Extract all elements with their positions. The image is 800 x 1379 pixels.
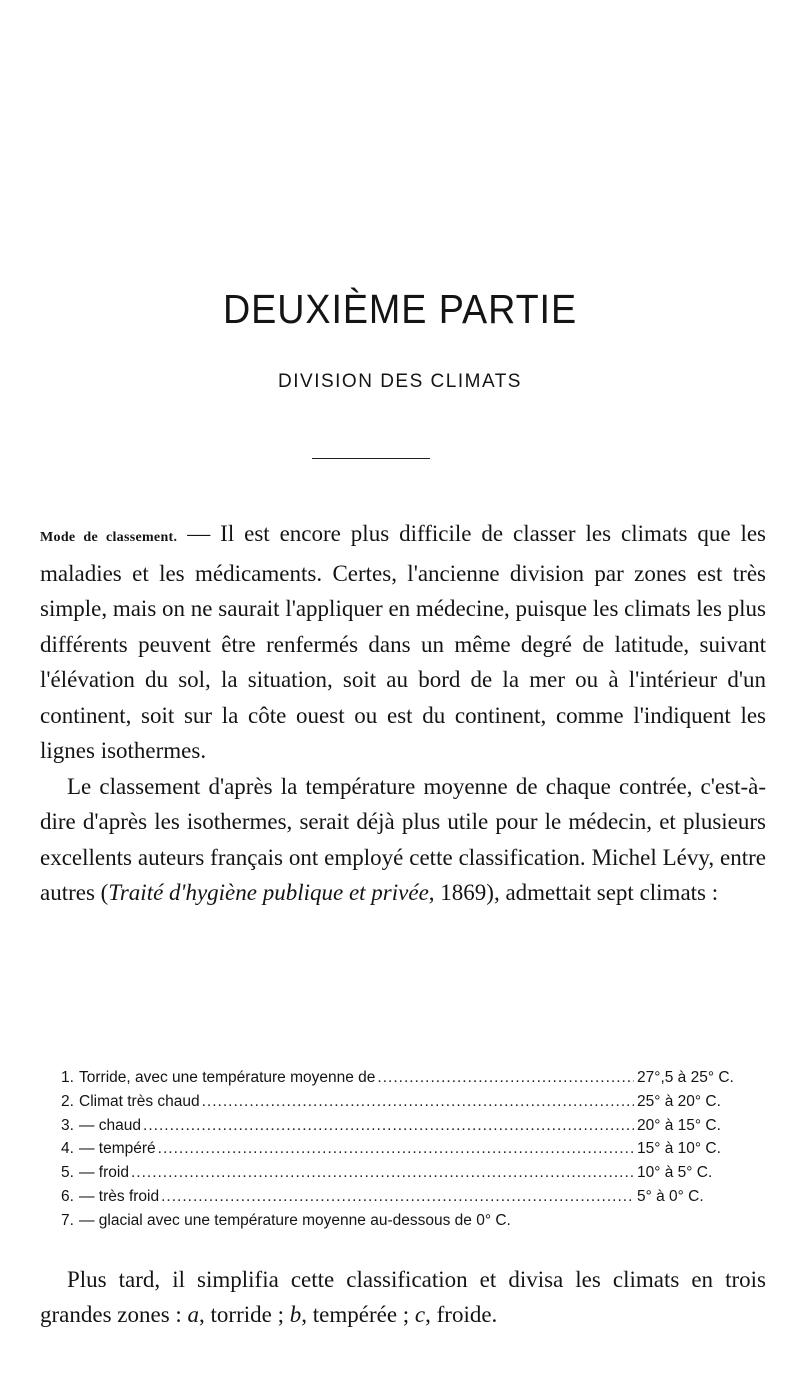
climate-label: — chaud — [79, 1116, 142, 1134]
leader-dots — [158, 1137, 634, 1161]
climate-range: 27°,5 à 25° C. — [637, 1069, 734, 1086]
paragraph-3-text-3: , tempérée ; — [301, 1302, 415, 1327]
climate-label: — tempéré — [79, 1140, 156, 1158]
closing-text — [40, 1262, 766, 1332]
paragraph-3-text-1: Plus tard, il simplifia cette classification et divisa les climats en trois grandes zones : — [40, 1267, 766, 1327]
leader-dots — [377, 1066, 634, 1090]
climate-row — [61, 1066, 761, 1090]
climate-row — [61, 1090, 761, 1114]
leader-dots — [143, 1114, 634, 1138]
climate-number: 6. — [61, 1187, 74, 1205]
paragraph-three-zones — [40, 1262, 766, 1332]
climate-row — [61, 1161, 761, 1185]
paragraph-3-text-2: , torride ; — [199, 1302, 290, 1327]
zone-letter-a: a — [187, 1302, 200, 1327]
leader-dots — [161, 1185, 634, 1209]
climate-number: 2. — [61, 1092, 74, 1110]
climate-number: 3. — [61, 1116, 74, 1134]
climate-number: 5. — [61, 1164, 74, 1182]
climate-label: Torride, avec une température moyenne de — [79, 1069, 376, 1086]
runin-heading: Mode de classement. — [40, 530, 178, 545]
climate-number: 4. — [61, 1140, 74, 1158]
body-text — [40, 516, 766, 911]
paragraph-2-after: , 1869), admettait sept climats : — [428, 880, 719, 905]
zone-letter-c: c — [414, 1302, 426, 1327]
leader-dots — [202, 1090, 634, 1114]
climate-range: 10° à 5° C. — [637, 1164, 713, 1182]
climate-range: 25° à 20° C. — [637, 1092, 721, 1110]
climate-range: 20° à 15° C. — [637, 1116, 721, 1134]
climate-range: 15° à 10° C. — [637, 1140, 721, 1158]
climate-row — [61, 1114, 761, 1138]
book-title: Traité d'hygiène publique et privée — [108, 880, 429, 905]
climate-row — [61, 1209, 761, 1233]
section-title: DIVISION DES CLIMATS — [278, 371, 522, 392]
paragraph-3-text-4: , froide. — [425, 1302, 498, 1327]
climate-row — [61, 1185, 761, 1209]
climate-label: — très froid — [79, 1187, 160, 1205]
leader-dots — [131, 1161, 634, 1185]
climate-row — [61, 1137, 761, 1161]
climate-range: 5° à 0° C. — [637, 1187, 704, 1205]
paragraph-classement-temperature — [40, 769, 766, 911]
paragraph-2-before: Le classement d'après la température moyenne de chaque contrée, c'est-à-dire d'après les isothermes, serait déjà plus utile pour le médecin, et plusieurs excellents auteurs français ont employé cette classification. Michel Lévy, entre autres ( — [40, 773, 766, 905]
climate-list — [61, 1066, 761, 1233]
paragraph-mode-de-classement — [40, 516, 766, 769]
climate-label: — glacial avec une température moyenne au-dessous de 0° C. — [79, 1211, 511, 1229]
climate-label: Climat très chaud — [79, 1092, 200, 1110]
zone-letter-b: b — [289, 1302, 302, 1327]
climate-number: 7. — [61, 1211, 74, 1229]
paragraph-1-text: — Il est encore plus difficile de classer les climats que les maladies et les médicaments. Certes, l'ancienne division par zones est très simple, mais on ne saurait l'appliquer en médecine, puisque les climats les plus différents peuvent être renfermés dans un même degré de latitude, suivant l'élévation du sol, la situation, soit au bord de la mer ou à l'intérieur d'un continent, soit sur la côte ouest ou est du continent, comme l'indiquent les lignes isothermes. — [40, 521, 767, 763]
climate-number: 1. — [61, 1069, 74, 1086]
divider-rule — [312, 458, 430, 459]
part-title: DEUXIÈME PARTIE — [222, 286, 578, 332]
climate-label: — froid — [79, 1164, 129, 1182]
